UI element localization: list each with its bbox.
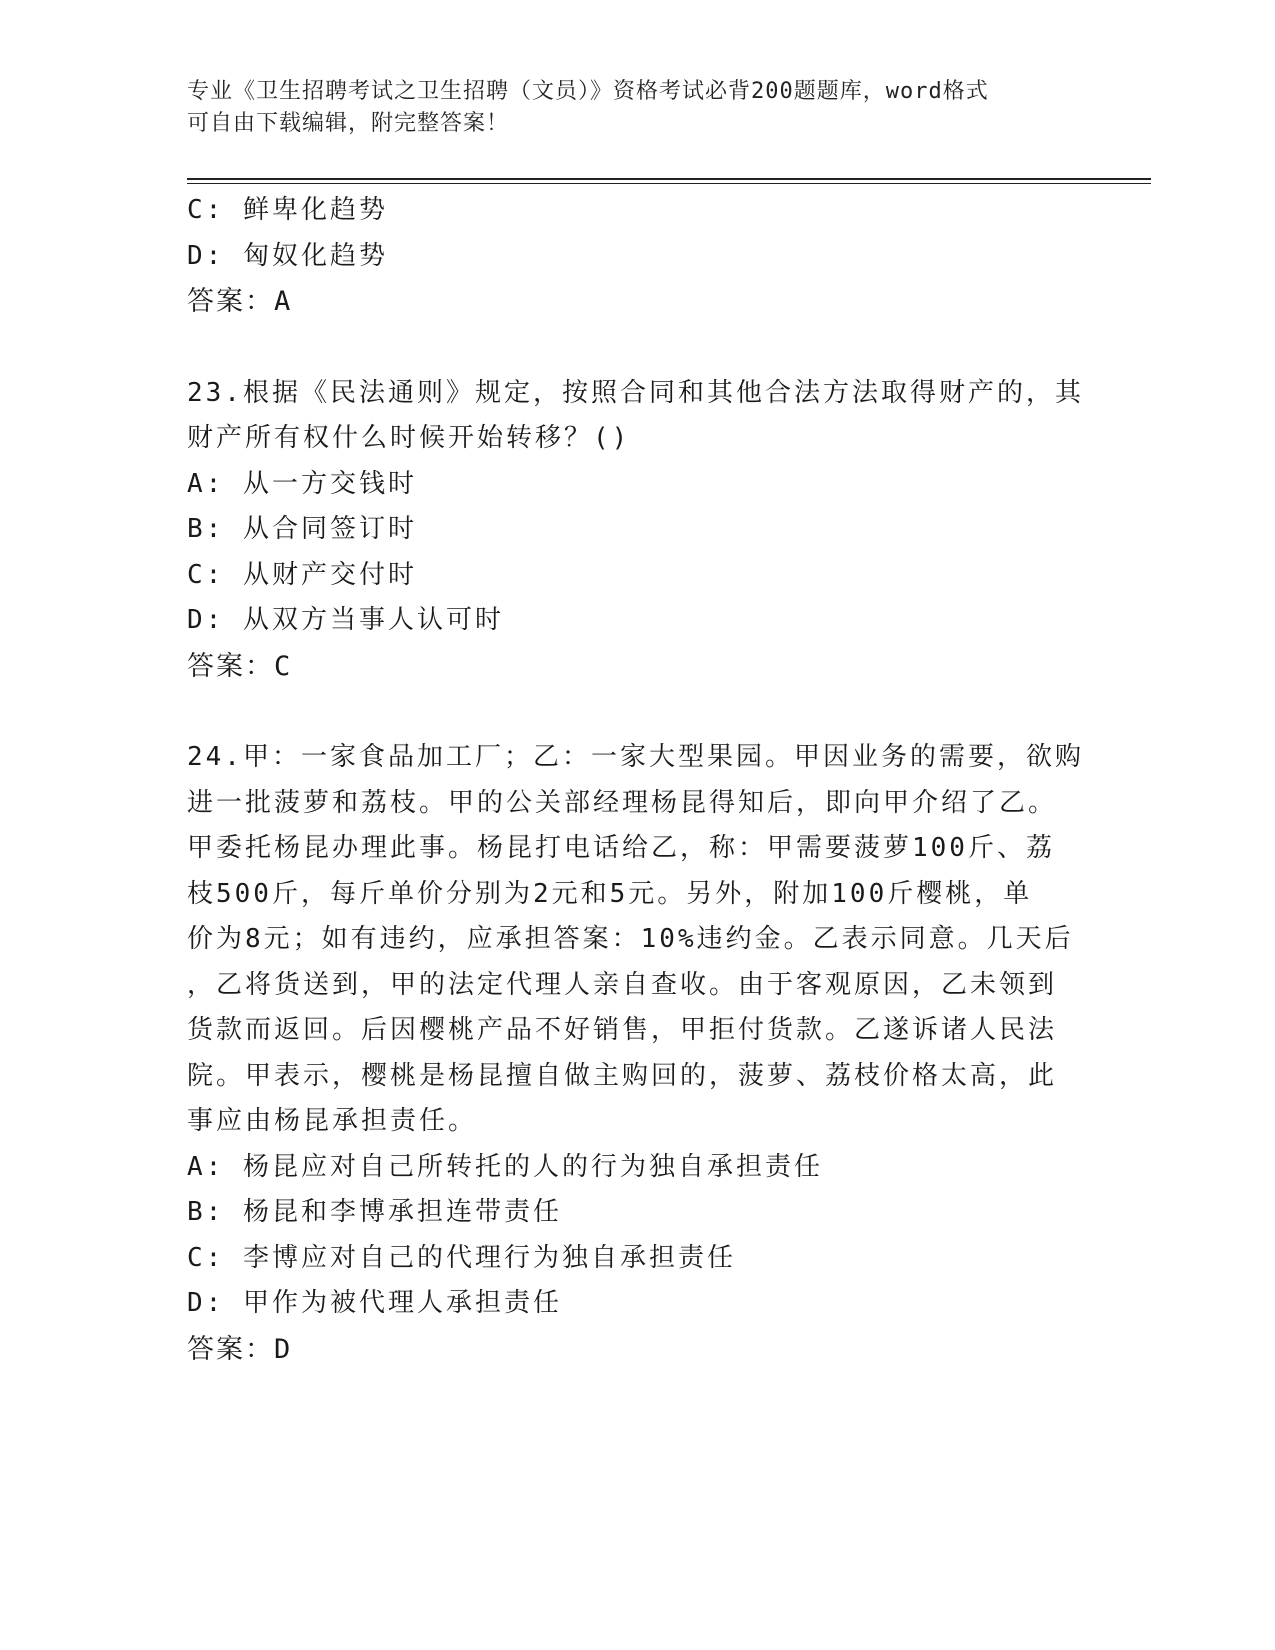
question-text-line: 院。甲表示，樱桃是杨昆擅自做主购回的，菠萝、荔枝价格太高，此 [187,1060,1058,1091]
question-text-line: 事应由杨昆承担责任。 [187,1106,478,1136]
header-divider-thin [187,183,1151,184]
question-text-line: 24.甲：一家食品加工厂；乙：一家大型果园。甲因业务的需要，欲购 [187,742,1084,772]
answer-value: D [274,1333,293,1365]
header-line-1: 专业《卫生招聘考试之卫生招聘（文员）》资格考试必背200题题库，word格式 [187,79,989,104]
spacer [187,325,1077,371]
option-c: C: 鲜卑化趋势 [187,195,388,225]
answer-line [187,279,1077,325]
question-text-line: 财产所有权什么时候开始转移？() [187,423,631,453]
answer-label: 答案： [187,1333,274,1365]
question-text-line: 23.根据《民法通则》规定，按照合同和其他合法方法取得财产的，其 [187,377,1084,408]
spacer [187,689,1077,735]
answer-label: 答案： [187,650,274,682]
answer-value: C [274,650,293,682]
option-a: A: 从一方交钱时 [187,468,417,499]
option-d: D: 甲作为被代理人承担责任 [187,1288,562,1318]
option-b: B: 从合同签订时 [187,514,417,544]
question-text-line: 价为8元；如有违约，应承担答案：10%违约金。乙表示同意。几天后 [187,924,1074,954]
question-23 [187,371,1084,690]
header-divider-thick [187,178,1151,180]
document-body [187,188,1084,1372]
question-text-line: 甲委托杨昆办理此事。杨昆打电话给乙，称：甲需要菠萝100斤、荔 [187,833,1055,863]
question-22-tail [187,188,1077,325]
answer-value: A [274,286,293,317]
option-b: B: 杨昆和李博承担连带责任 [187,1197,562,1227]
option-d: D: 匈奴化趋势 [187,240,388,271]
option-a: A: 杨昆应对自己所转托的人的行为独自承担责任 [187,1151,823,1182]
option-c: C: 从财产交付时 [187,559,417,590]
page-header [187,76,1067,140]
header-line-2: 可自由下载编辑，附完整答案！ [187,111,510,136]
answer-line [187,1327,1077,1373]
question-text-line: 进一批菠萝和荔枝。甲的公关部经理杨昆得知后，即向甲介绍了乙。 [187,787,1058,818]
question-text-line: 枝500斤，每斤单价分别为2元和5元。另外，附加100斤樱桃，单 [187,878,1033,909]
question-24 [187,735,1084,1372]
question-text-line: 货款而返回。后因樱桃产品不好销售，甲拒付货款。乙遂诉诸人民法 [187,1015,1058,1045]
answer-line [187,644,1077,690]
answer-label: 答案： [187,286,274,317]
option-d: D: 从双方当事人认可时 [187,605,504,635]
option-c: C: 李博应对自己的代理行为独自承担责任 [187,1242,736,1273]
question-text-line: ，乙将货送到，甲的法定代理人亲自查收。由于客观原因，乙未领到 [187,969,1058,1000]
